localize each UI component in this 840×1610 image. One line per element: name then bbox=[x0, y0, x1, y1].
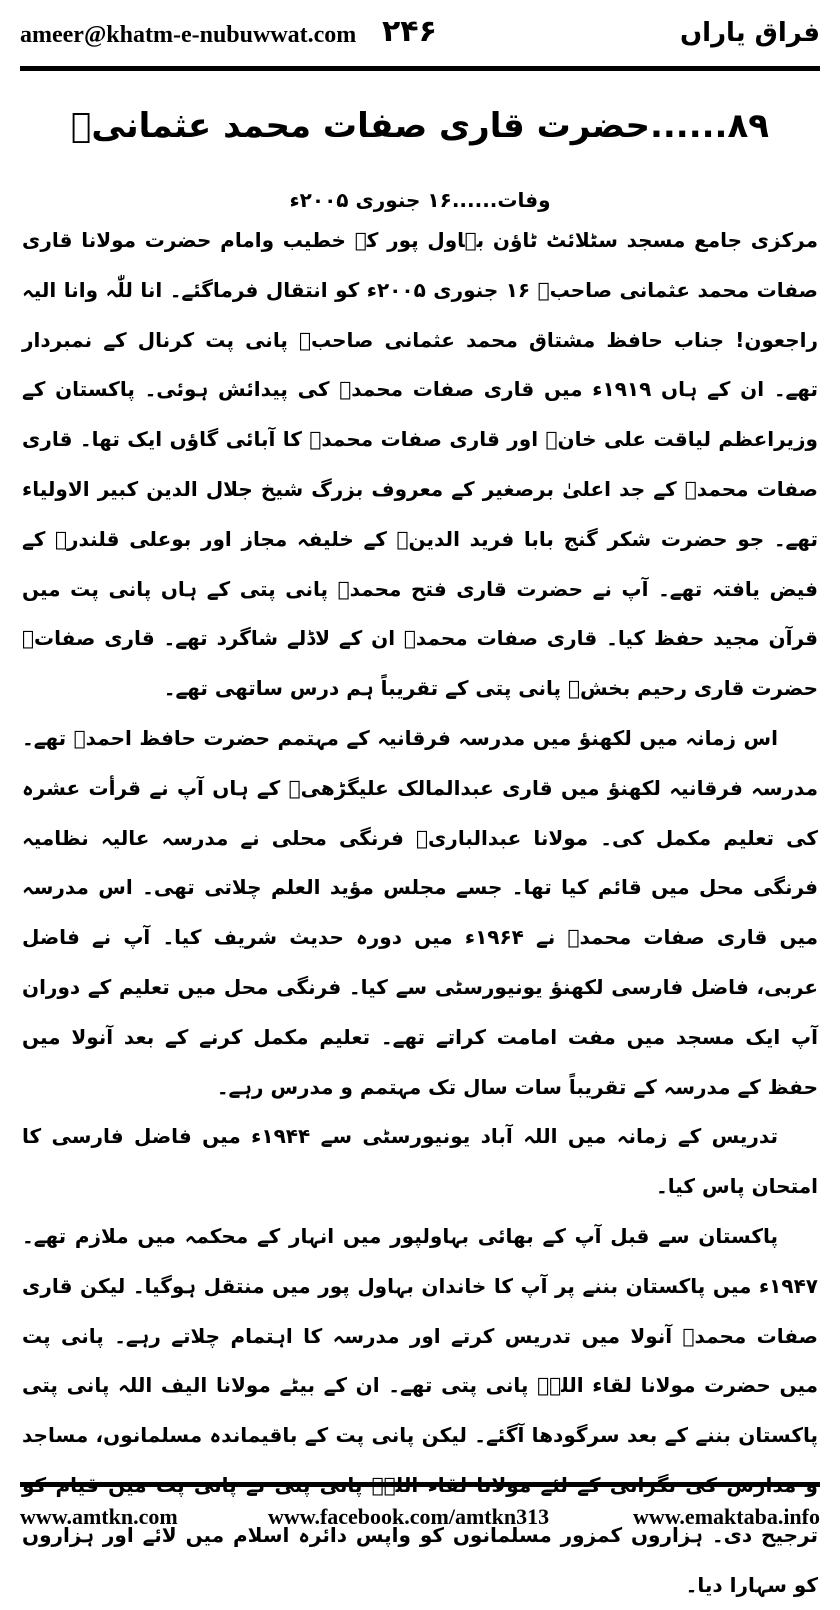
header-email: ameer@khatm-e-nubuwwat.com bbox=[20, 22, 357, 48]
page-number: ۲۴۶ bbox=[382, 14, 437, 49]
death-date: وفات......۱۶ جنوری ۲۰۰۵ء bbox=[289, 188, 551, 212]
paragraph: مرکزی جامع مسجد سٹلائٹ ٹاؤن بہاول پور کے خطیب وامام حضرت مولانا قاری صفات محمد عثمانی صاحبؒ ۱۶ جنوری ۲۰۰۵ء کو انتقال فرماگئے۔ انا للّٰہ وانا الیہ راجعون! جناب حافظ مشتاق محمد عثمانی صاحبؒ پانی پت کرنال کے نمبردار تھے۔ ان کے ہاں ۱۹۱۹ء میں قاری صفات محمدؒ کی پیدائش ہوئی۔ پاکستان کے وزیراعظم لیاقت علی خانؒ اور قاری صفات محمدؒ کا آبائی گاؤں ایک تھا۔ قاری صفات محمدؒ کے جد اعلیٰ برصغیر کے معروف بزرگ شیخ جلال الدین کبیر الاولیاء تھے۔ جو حضرت شکر گنج بابا فرید الدینؒ کے خلیفہ مجاز اور بوعلی قلندرؒ کے فیض یافتہ تھے۔ آپ نے حضرت قاری فتح محمدؒ پانی پتی کے ہاں پانی پت میں قرآن مجید حفظ کیا۔ قاری صفات محمدؒ ان کے لاڈلے شاگرد تھے۔ قاری صفاتؒ حضرت قاری رحیم بخشؒ پانی پتی کے تقریباً ہم درس ساتھی تھے۔ bbox=[22, 228, 819, 701]
header-rule bbox=[20, 66, 820, 71]
paragraph: اس زمانہ میں لکھنؤ میں مدرسہ فرقانیہ کے مہتمم حضرت حافظ احمدؒ تھے۔ مدرسہ فرقانیہ لکھنؤ میں قاری عبدالمالک علیگڑھیؒ کے ہاں آپ نے قرأت عشرہ کی تعلیم مکمل کی۔ مولانا عبدالباریؒ فرنگی محلی نے مدرسہ عالیہ نظامیہ فرنگی محل میں قائم کیا تھا۔ جسے مجلس مؤید العلم چلاتی تھی۔ اس مدرسہ میں قاری صفات محمدؒ نے ۱۹۶۴ء میں دورہ حدیث شریف کیا۔ آپ نے فاضل عربی، فاضل فارسی لکھنؤ یونیورسٹی سے کیا۔ فرنگی محل میں تعلیم کے دوران آپ ایک مسجد میں مفت امامت کراتے تھے۔ تعلیم مکمل کرنے کے بعد آنولا میں حفظ کے مدرسہ کے تقریباً سات سال تک مہتمم و مدرس رہے۔ bbox=[22, 725, 819, 1099]
page-header bbox=[20, 14, 820, 58]
footer-link-facebook[interactable]: www.facebook.com/amtkn313 bbox=[268, 1504, 550, 1529]
paragraph: پاکستان سے قبل آپ کے بھائی بہاولپور میں انہار کے محکمہ میں ملازم تھے۔ ۱۹۴۷ء میں پاکستان بننے پر آپ کا خاندان بہاول پور میں منتقل ہوگیا۔ لیکن قاری صفات محمدؒ آنولا میں تدریس کرتے اور مدرسہ کا اہتمام چلاتے رہے۔ پانی پت میں حضرت مولانا لقاء اللہؒ پانی پتی تھے۔ ان کے بیٹے مولانا الیف اللہ پانی پتی پاکستان بننے کے بعد سرگودھا آگئے۔ لیکن پانی پت کے باقیماندہ مسلمانوں، مساجد ترجیح دی۔ ہزاروں کمزور مسلمانوں کو واپس دائرہ اسلام میں لائے اور ہزاروں کو سہارا دیا۔ bbox=[22, 1223, 818, 1597]
paragraph: تدریس کے زمانہ میں اللہ آباد یونیورسٹی سے ۱۹۴۴ء میں فاضل فارسی کا امتحان پاس کیا۔ bbox=[22, 1124, 818, 1199]
footer-link-emaktaba[interactable]: www.emaktaba.info bbox=[632, 1504, 820, 1529]
book-title: فراق یاراں bbox=[679, 18, 820, 48]
chapter-title: ۸۹......حضرت قاری صفات محمد عثمانیؒ bbox=[71, 106, 769, 146]
footer-link-amtkn[interactable]: www.amtkn.com bbox=[20, 1504, 178, 1529]
footer-rule bbox=[20, 1482, 820, 1487]
page-footer bbox=[20, 1504, 820, 1534]
